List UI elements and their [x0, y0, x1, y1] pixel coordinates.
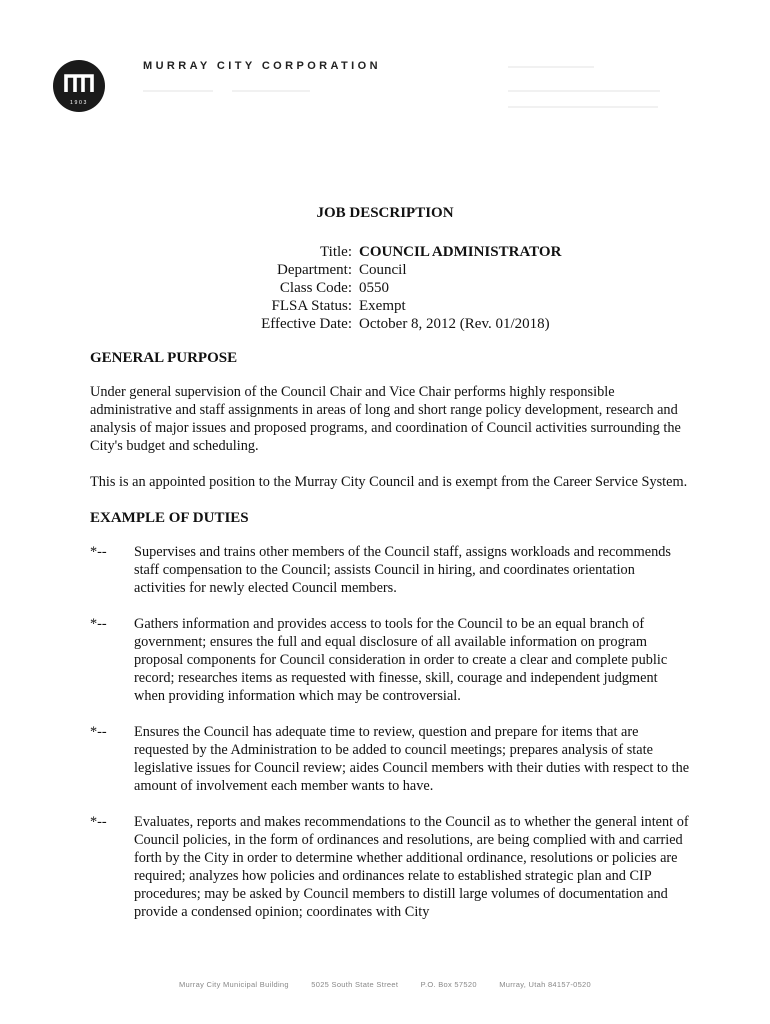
job-title-value: COUNCIL ADMINISTRATOR [359, 244, 562, 260]
duty-text: Evaluates, reports and makes recommendations to the Council as to whether the general intent of Council policies, in the form of ordinances and resolutions, are being complied with and carried forth by the City in order to determine whether additional ordinance, resolutions or policies are required; analyzes how policies and ordinances relate to established strategic plan and CIP procedures; may be asked by Council members to distill large volumes of documentation and provide a condensed opinion; coordinates with City [134, 814, 689, 920]
murray-city-logo-icon [53, 60, 105, 112]
general-purpose-paragraph: This is an appointed position to the Murray City Council and is exempt from the Career Service System. [90, 474, 688, 490]
letterhead-faint-line [143, 90, 213, 92]
letterhead-faint-line [508, 66, 594, 68]
flsa-status-value: Exempt [359, 298, 406, 314]
organization-name: MURRAY CITY CORPORATION [143, 60, 381, 72]
duty-item [90, 615, 690, 705]
letterhead-faint-line [232, 90, 310, 92]
duty-text: Ensures the Council has adequate time to review, question and prepare for items that are requested by the Administration to be added to council meetings; prepares analysis of state legislative issues for Council review; aides Council members with their duties with respect to the amount of involvement each member wants to have. [134, 724, 690, 794]
duty-item [90, 723, 690, 795]
meta-label: Title: [320, 244, 352, 260]
meta-row-class-code [200, 279, 640, 297]
duty-marker: *-- [90, 814, 107, 830]
footer-po-box: P.O. Box 57520 [420, 980, 477, 989]
letterhead-faint-line [508, 106, 658, 108]
letterhead-faint-line [508, 90, 660, 92]
duty-text: Gathers information and provides access to tools for the Council to be an equal branch of government; ensures the full and equal disclosure of all available information on program proposal components for Council consideration in order to create a clear and complete public record; researches items as requested with finesse, skill, courage and independent judgment when providing information which may be controversial. [134, 616, 668, 704]
document-title: JOB DESCRIPTION [316, 205, 454, 221]
duty-item [90, 813, 690, 921]
footer-city: Murray, Utah 84157-0520 [499, 980, 591, 989]
meta-row-department [200, 261, 640, 279]
meta-label: Class Code: [279, 280, 352, 296]
duty-marker: *-- [90, 616, 107, 632]
meta-row-flsa-status [200, 297, 640, 315]
meta-label: Effective Date: [261, 316, 352, 332]
logo-year: 1903 [70, 100, 88, 106]
duty-marker: *-- [90, 544, 107, 560]
footer-street: 5025 South State Street [311, 980, 399, 989]
department-value: Council [359, 262, 407, 278]
meta-label: Department: [277, 262, 352, 278]
effective-date-value: October 8, 2012 (Rev. 01/2018) [359, 316, 550, 332]
duty-text: Supervises and trains other members of the Council staff, assigns workloads and recommends staff compensation to the Council; assists Council in hiring, and coordinates orientation activities for newly elected Council members. [134, 544, 671, 596]
class-code-value: 0550 [359, 280, 389, 296]
duty-marker: *-- [90, 724, 107, 740]
duty-item [90, 543, 690, 597]
job-meta-fields [200, 243, 640, 333]
meta-row-effective-date [200, 315, 640, 333]
meta-row-title [200, 243, 640, 261]
general-purpose-heading: GENERAL PURPOSE [90, 350, 238, 366]
letterhead-footer [0, 980, 770, 989]
meta-label: FLSA Status: [271, 298, 352, 314]
footer-building: Murray City Municipal Building [178, 980, 289, 989]
duties-heading: EXAMPLE OF DUTIES [90, 510, 249, 526]
general-purpose-paragraph: Under general supervision of the Council Chair and Vice Chair performs highly responsible administrative and staff assignments in areas of long and short range policy development, research and analysis of major issues and proposed programs, and coordination of Council activities surrounding the City's budget and scheduling. [90, 384, 681, 454]
document-body [90, 349, 690, 939]
